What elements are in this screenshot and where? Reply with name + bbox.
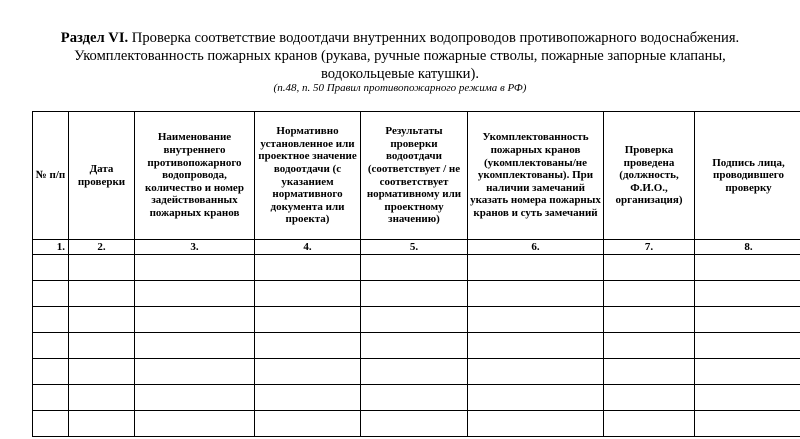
table-cell[interactable] <box>361 307 468 333</box>
table-cell[interactable] <box>361 255 468 281</box>
table-cell[interactable] <box>604 255 695 281</box>
column-number: 1. <box>33 240 69 255</box>
table-row <box>33 307 800 333</box>
table-cell[interactable] <box>135 385 255 411</box>
table-cell[interactable] <box>69 255 135 281</box>
table-cell[interactable] <box>695 307 800 333</box>
table-cell[interactable] <box>468 411 604 437</box>
column-number: 2. <box>69 240 135 255</box>
header-row <box>33 112 800 240</box>
table-cell[interactable] <box>69 359 135 385</box>
col-header-water-supply-name: Наименование внутреннего противопожарного водопровода, количество и номер задействованных пожарных кранов <box>135 112 255 240</box>
col-header-hydrant-equipment: Укомплектованность пожарных кранов (укомплектованы/не укомплектованы). При наличии замечаний указать номера пожарных кранов и суть замечаний <box>468 112 604 240</box>
table-cell[interactable] <box>255 359 361 385</box>
heading-line-3: водокольцевые катушки). <box>321 66 479 82</box>
section-number: Раздел VI. <box>60 30 129 46</box>
table-cell[interactable] <box>604 307 695 333</box>
table-cell[interactable] <box>695 411 800 437</box>
column-number: 3. <box>135 240 255 255</box>
table-cell[interactable] <box>135 333 255 359</box>
table-cell[interactable] <box>695 359 800 385</box>
column-number: 8. <box>695 240 800 255</box>
table-cell[interactable] <box>33 333 69 359</box>
table-cell[interactable] <box>33 385 69 411</box>
section-heading <box>0 29 800 83</box>
table-cell[interactable] <box>361 281 468 307</box>
table-cell[interactable] <box>695 333 800 359</box>
table-cell[interactable] <box>604 385 695 411</box>
heading-line-1 <box>0 29 800 47</box>
table-cell[interactable] <box>69 385 135 411</box>
table-cell[interactable] <box>695 255 800 281</box>
col-header-check-results: Результаты проверки водоотдачи (соответствует / не соответствует нормативному или проектному значению) <box>361 112 468 240</box>
section-title: Проверка соответствие водоотдачи внутренних водопроводов противопожарного водоснабжения. <box>128 30 740 46</box>
table-cell[interactable] <box>135 281 255 307</box>
table-cell[interactable] <box>135 307 255 333</box>
table-cell[interactable] <box>361 411 468 437</box>
table-cell[interactable] <box>33 307 69 333</box>
table-cell[interactable] <box>33 411 69 437</box>
table-cell[interactable] <box>361 359 468 385</box>
table-cell[interactable] <box>468 333 604 359</box>
table-cell[interactable] <box>135 359 255 385</box>
column-number-row <box>33 240 800 255</box>
table-cell[interactable] <box>604 359 695 385</box>
table-row <box>33 411 800 437</box>
table-row <box>33 281 800 307</box>
regulation-reference: (п.48, п. 50 Правил противопожарного режима в РФ) <box>273 82 527 94</box>
table-cell[interactable] <box>468 359 604 385</box>
table-cell[interactable] <box>468 255 604 281</box>
col-header-signature: Подпись лица, проводившего проверку <box>695 112 800 240</box>
column-number: 4. <box>255 240 361 255</box>
table-cell[interactable] <box>604 333 695 359</box>
table-row <box>33 255 800 281</box>
column-number: 6. <box>468 240 604 255</box>
table-cell[interactable] <box>135 255 255 281</box>
table-cell[interactable] <box>69 333 135 359</box>
table-cell[interactable] <box>255 333 361 359</box>
table-cell[interactable] <box>695 281 800 307</box>
table-cell[interactable] <box>33 281 69 307</box>
table-cell[interactable] <box>604 411 695 437</box>
table-cell[interactable] <box>468 281 604 307</box>
table-cell[interactable] <box>33 255 69 281</box>
inspection-table <box>32 111 800 437</box>
column-number: 7. <box>604 240 695 255</box>
table-cell[interactable] <box>255 385 361 411</box>
table-cell[interactable] <box>695 385 800 411</box>
table-cell[interactable] <box>255 255 361 281</box>
table-row <box>33 359 800 385</box>
table-row <box>33 333 800 359</box>
table-cell[interactable] <box>468 385 604 411</box>
table-cell[interactable] <box>33 359 69 385</box>
table-cell[interactable] <box>135 411 255 437</box>
table-cell[interactable] <box>361 385 468 411</box>
table-cell[interactable] <box>361 333 468 359</box>
col-header-normative-value: Нормативно установленное или проектное значение водоотдачи (с указанием нормативного документа или проекта) <box>255 112 361 240</box>
table-cell[interactable] <box>69 307 135 333</box>
col-header-inspector: Проверка проведена (должность, Ф.И.О., организация) <box>604 112 695 240</box>
table-cell[interactable] <box>255 281 361 307</box>
table-cell[interactable] <box>255 411 361 437</box>
table-row <box>33 385 800 411</box>
table-cell[interactable] <box>255 307 361 333</box>
table-cell[interactable] <box>604 281 695 307</box>
col-header-number: № п/п <box>33 112 69 240</box>
heading-line-2: Укомплектованность пожарных кранов (рукава, ручные пожарные стволы, пожарные запорные клапаны, <box>74 48 726 64</box>
column-number: 5. <box>361 240 468 255</box>
table-cell[interactable] <box>468 307 604 333</box>
table-cell[interactable] <box>69 281 135 307</box>
col-header-date: Дата проверки <box>69 112 135 240</box>
table-cell[interactable] <box>69 411 135 437</box>
